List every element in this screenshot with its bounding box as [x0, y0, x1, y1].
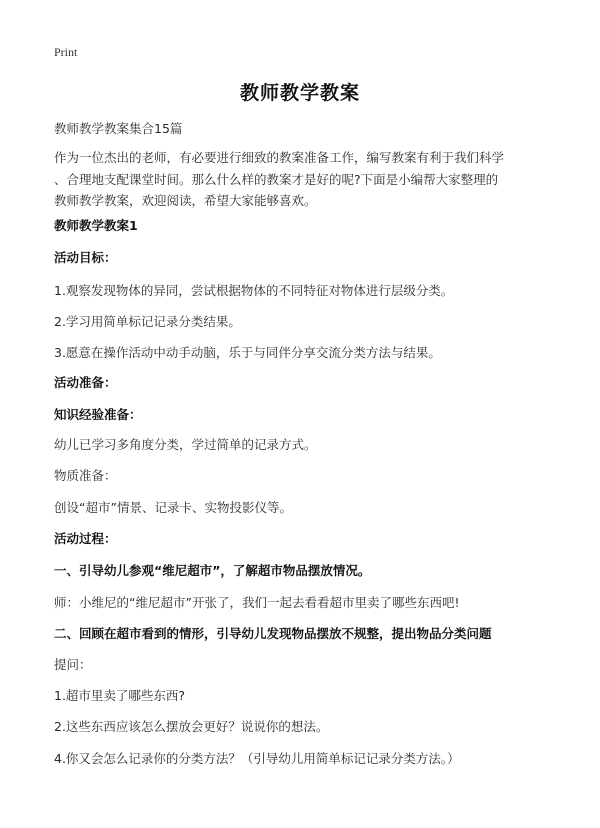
intro-line: 、合理地支配课堂时间。那么什么样的教案才是好的呢?下面是小编帮大家整理的: [54, 171, 499, 187]
list-item: 1.超市里卖了哪些东西?: [54, 688, 186, 703]
section-heading: 活动过程：: [54, 531, 117, 546]
paragraph: 幼儿已学习多角度分类，学过简单的记录方式。: [54, 437, 317, 452]
collection-subtitle: 教师教学教案集合15篇: [54, 121, 183, 136]
paragraph: 提问：: [54, 657, 92, 672]
section-heading: 知识经验准备：: [54, 407, 142, 422]
print-link[interactable]: Print: [54, 45, 78, 59]
list-item: 4.你又会怎么记录你的分类方法？（引导幼儿用简单标记记录分类方法。）: [54, 751, 460, 766]
intro-line: 作为一位杰出的老师，有必要进行细致的教案准备工作，编写教案有利于我们科学: [54, 150, 505, 165]
list-item: 2.这些东西应该怎么摆放会更好？说说你的想法。: [54, 719, 329, 734]
page-title: 教师教学教案: [239, 82, 360, 104]
section-heading: 教师教学教案1: [54, 218, 138, 233]
paragraph: 物质准备：: [54, 468, 117, 483]
list-item: 2.学习用简单标记记录分类结果。: [54, 314, 241, 329]
paragraph: 师：小维尼的“维尼超市”开张了，我们一起去看看超市里卖了哪些东西吧!: [54, 595, 460, 610]
intro-line: 教师教学教案，欢迎阅读，希望大家能够喜欢。: [54, 193, 317, 208]
list-item: 3.愿意在操作活动中动手动脑，乐于与同伴分享交流分类方法与结果。: [54, 345, 441, 360]
intro-paragraph: [54, 147, 554, 212]
section-heading: 一、引导幼儿参观“维尼超市”，了解超市物品摆放情况。: [54, 563, 371, 578]
section-heading: 二、回顾在超市看到的情形，引导幼儿发现物品摆放不规整，提出物品分类问题: [54, 626, 492, 641]
section-heading: 活动目标：: [54, 250, 117, 265]
section-heading: 活动准备：: [54, 375, 117, 390]
list-item: 1.观察发现物体的异同，尝试根据物体的不同特征对物体进行层级分类。: [54, 283, 454, 298]
paragraph: 创设“超市”情景、记录卡、实物投影仪等。: [54, 500, 292, 515]
